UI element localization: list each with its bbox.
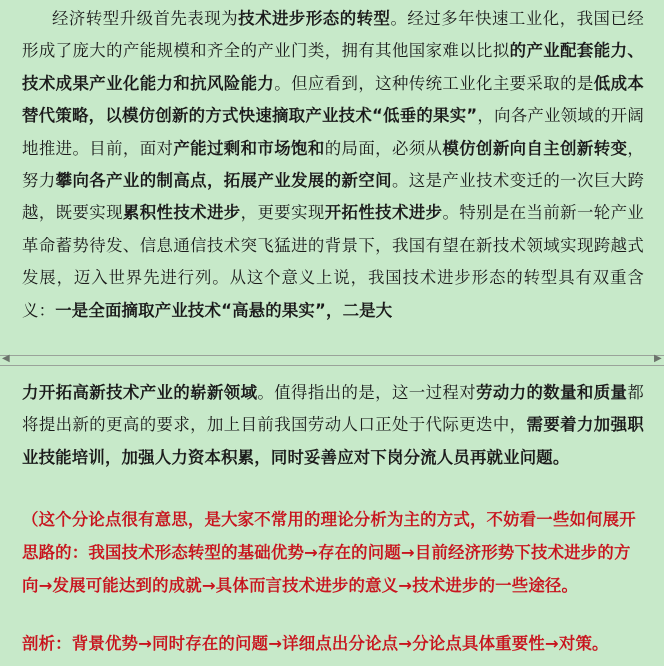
paragraph-2-segment-3: 都将提出新的更高的要求，加上目前我国劳动人口正处于代际更迭中，: [22, 383, 644, 435]
page-break-left-marker-icon: ◀: [2, 353, 10, 364]
paragraph-1-segment-11: 攀向各产业的制高点，拓展产业发展的新空间: [55, 171, 392, 191]
paragraph-1-segment-6: ，向各产业领域的开阔地推进。目前，面对: [22, 106, 645, 158]
paragraph-1-segment-16: 。特别是在当前新一轮产业革命蓄势待发、信息通信技术突飞猛进的背景下，我国有望在新技术领域实现跨越式发展，迈入世界先进行列。从这个意义上说，我国技术进步形态的转型具有双重含义：: [22, 203, 645, 320]
paragraph-1-segment-3: 的产业配套能力、技术成果产业化能力和抗风险能力: [22, 41, 644, 93]
paragraph-1-segment-4: 。但应看到，这种传统工业化主要采取的是: [274, 73, 594, 93]
paragraph-1-segment-9: 模仿创新向自主创新转变: [442, 138, 628, 158]
paragraph-1-segment-0: 经济转型升级首先表现为: [52, 9, 239, 28]
paragraph-1: [22, 3, 644, 327]
paragraph-1-segment-15: 开拓性技术进步: [324, 203, 443, 223]
analysis-summary: 剖析：背景优势→同时存在的问题→详细点出分论点→分论点具体重要性→对策。: [22, 634, 609, 653]
paragraph-1-segment-10: ，努力: [22, 138, 644, 191]
paragraph-2-segment-4: 需要着力加强职业技能培训，加强人力资本积累，同时妥善应对下岗分流人员再就业问题。: [22, 415, 645, 467]
paragraph-1-segment-2: 。经过多年快速工业化，我国已经形成了庞大的产能规模和齐全的产业门类，拥有其他国家难以比拟: [22, 9, 644, 61]
page-break-right-marker-icon: ▶: [654, 353, 662, 364]
paragraph-1-segment-8: 的局面，必须从: [324, 138, 443, 158]
paragraph-2-segment-1: 。值得指出的是，这一过程对: [257, 383, 477, 402]
analysis-comment: （这个分论点很有意思，是大家不常用的理论分析为主的方式，不妨看一些如何展开思路的：我国技术形态转型的基础优势→存在的问题→目前经济形势下技术进步的方向→发展可能达到的成就→具体而言技术进步的意义→技术进步的一些途径。: [22, 510, 636, 595]
paragraph-2-segment-0: 力开拓高新技术产业的崭新领域: [22, 383, 258, 402]
paragraph-1-segment-14: ，更要实现: [240, 203, 325, 223]
paragraph-1-segment-1: 技术进步形态的转型: [238, 9, 391, 28]
page-break-divider: [0, 355, 664, 366]
paragraph-1-segment-17: 一是全面摘取产业技术“高悬的果实”，二是大: [55, 300, 393, 320]
paragraph-1-segment-5: 低成本替代策略，以模仿创新的方式快速摘取产业技术“低垂的果实”: [22, 73, 644, 126]
paragraph-1-segment-13: 累积性技术进步: [122, 203, 241, 223]
paragraph-2-segment-2: 劳动力的数量和质量: [476, 383, 628, 402]
paragraph-1-segment-7: 产能过剩和市场饱和: [173, 138, 325, 158]
paragraph-1-segment-12: 。这是产业技术变迁的一次巨大跨越，既要实现: [22, 171, 645, 223]
paragraph-2: [22, 377, 644, 474]
